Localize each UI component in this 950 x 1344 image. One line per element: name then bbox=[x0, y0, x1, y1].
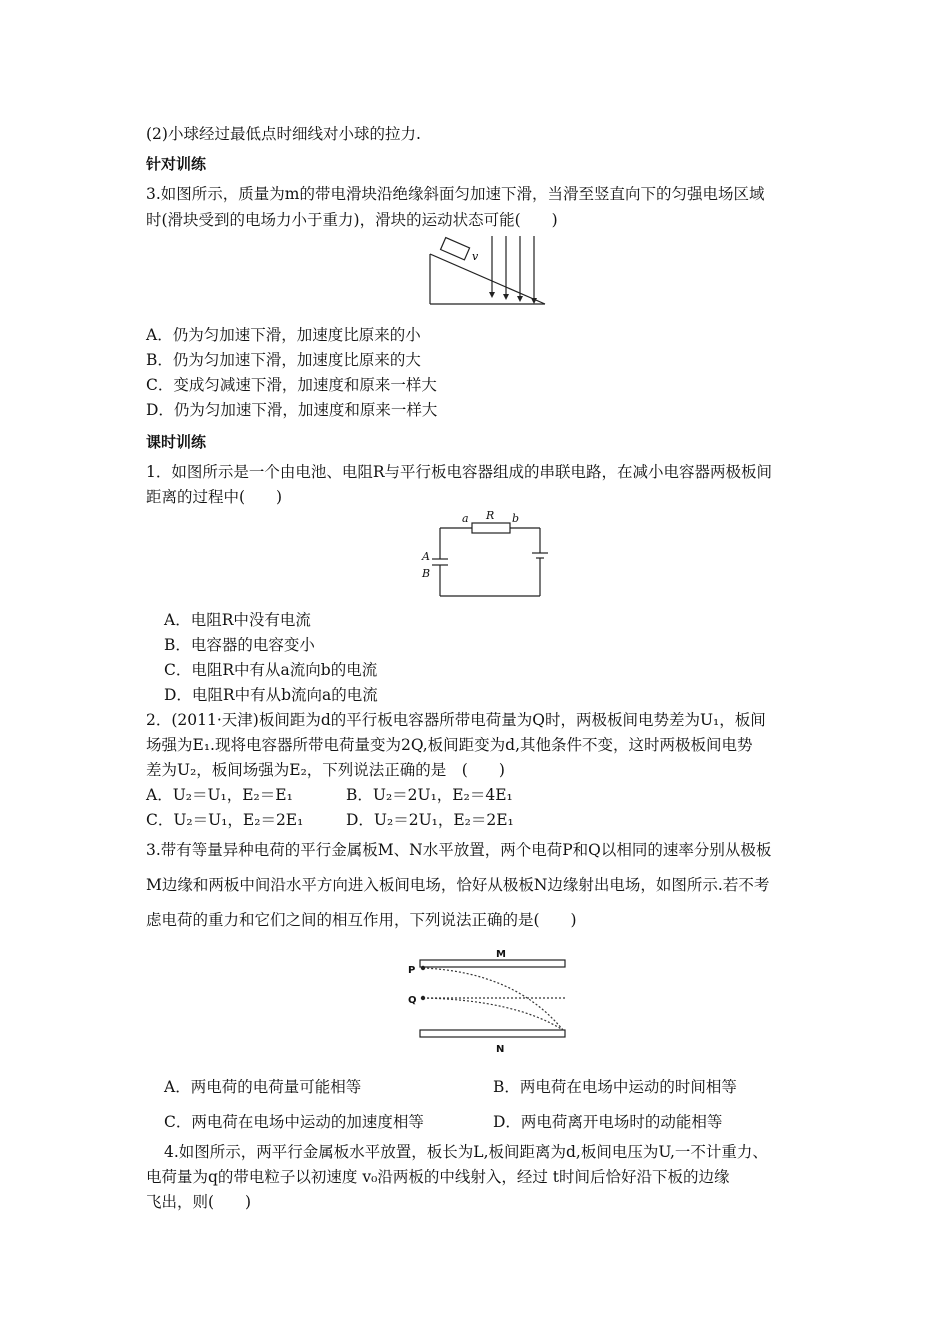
p3-option-a: A．仍为匀加速下滑，加速度比原来的小 bbox=[146, 326, 421, 344]
charge-P bbox=[421, 966, 425, 970]
resistor-R bbox=[472, 523, 510, 533]
q3-stem-line2: M边缘和两板中间沿水平方向进入板间电场，恰好从极板N边缘射出电场，如图所示.若不考 bbox=[146, 876, 770, 894]
label-N: N bbox=[496, 1044, 505, 1055]
q3-option-c: C．两电荷在电场中运动的加速度相等 bbox=[164, 1113, 424, 1131]
q4-stem-line1: 4.如图所示，两平行金属板水平放置，板长为L,板间距离为d,板间电压为U,一不计重力、 bbox=[164, 1143, 768, 1161]
plate-N bbox=[420, 1030, 565, 1037]
q2-stem-line2: 场强为E₁.现将电容器所带电荷量变为2Q,板间距变为d,其他条件不变，这时两极板间电势 bbox=[146, 736, 753, 754]
q2-stem-line1: 2．(2011·天津)板间距为d的平行板电容器所带电荷量为Q时，两极板间电势差为U₁，板间 bbox=[146, 711, 766, 729]
q2-option-b: B．U₂＝2U₁，E₂＝4E₁ bbox=[346, 786, 513, 804]
q3-stem-line3: 虑电荷的重力和它们之间的相互作用，下列说法正确的是( ) bbox=[146, 911, 577, 929]
slider-block bbox=[441, 238, 470, 260]
q1-stem-line1: 1．如图所示是一个由电池、电阻R与平行板电容器组成的串联电路，在减小电容器两极板间 bbox=[146, 463, 773, 481]
incline-field-figure bbox=[425, 236, 550, 308]
incline-slope bbox=[430, 254, 545, 304]
plate-M bbox=[420, 960, 565, 967]
q2-stem-line3: 差为U₂，板间场强为E₂，下列说法正确的是 ( ) bbox=[146, 761, 505, 779]
velocity-label: v bbox=[472, 250, 479, 263]
intro-question-2: (2)小球经过最低点时细线对小球的拉力. bbox=[146, 125, 421, 143]
q1-stem-line2: 距离的过程中( ) bbox=[146, 488, 283, 506]
q4-stem-line3: 飞出，则( ) bbox=[146, 1193, 252, 1211]
charge-Q bbox=[421, 996, 425, 1000]
section-heading-lesson: 课时训练 bbox=[146, 433, 207, 451]
parallel-plates-figure bbox=[405, 946, 575, 1058]
section-heading-practice: 针对训练 bbox=[146, 155, 207, 173]
field-arrow bbox=[531, 298, 537, 304]
p3-stem-line2: 时(滑块受到的电场力小于重力)，滑块的运动状态可能( ) bbox=[146, 211, 558, 229]
label-B: B bbox=[422, 567, 431, 580]
p3-option-b: B．仍为匀加速下滑，加速度比原来的大 bbox=[146, 351, 421, 369]
trajectory-Q bbox=[423, 998, 563, 1030]
p3-stem-line1: 3.如图所示，质量为m的带电滑块沿绝缘斜面匀加速下滑，当滑至竖直向下的匀强电场区域 bbox=[146, 185, 765, 203]
series-circuit-figure bbox=[420, 510, 550, 600]
label-b: b bbox=[512, 512, 520, 525]
q3-stem-line1: 3.带有等量异种电荷的平行金属板M、N水平放置，两个电荷P和Q以相同的速率分别从极板 bbox=[146, 841, 772, 859]
q4-stem-line2: 电荷量为q的带电粒子以初速度 v₀沿两板的中线射入，经过 t时间后恰好沿下板的边缘 bbox=[146, 1168, 730, 1186]
q2-option-a: A．U₂＝U₁，E₂＝E₁ bbox=[146, 786, 293, 804]
field-arrow bbox=[517, 296, 523, 302]
label-Q: Q bbox=[408, 995, 417, 1006]
label-P: P bbox=[408, 965, 416, 976]
q3-option-a: A．两电荷的电荷量可能相等 bbox=[164, 1078, 362, 1096]
label-a: a bbox=[462, 512, 469, 525]
q1-option-a: A．电阻R中没有电流 bbox=[164, 611, 311, 629]
label-A: A bbox=[422, 550, 430, 563]
q3-option-d: D．两电荷离开电场时的动能相等 bbox=[493, 1113, 723, 1131]
p3-option-c: C．变成匀减速下滑，加速度和原来一样大 bbox=[146, 376, 437, 394]
q2-option-c: C．U₂＝U₁，E₂＝2E₁ bbox=[146, 811, 304, 829]
q3-option-b: B．两电荷在电场中运动的时间相等 bbox=[493, 1078, 737, 1096]
label-M: M bbox=[496, 949, 506, 960]
q1-option-b: B．电容器的电容变小 bbox=[164, 636, 315, 654]
label-R: R bbox=[486, 510, 495, 522]
q1-option-d: D．电阻R中有从b流向a的电流 bbox=[164, 686, 378, 704]
q2-option-d: D．U₂＝2U₁，E₂＝2E₁ bbox=[346, 811, 514, 829]
field-arrow bbox=[503, 294, 509, 300]
field-arrow bbox=[489, 292, 495, 298]
p3-option-d: D．仍为匀加速下滑，加速度和原来一样大 bbox=[146, 401, 438, 419]
q1-option-c: C．电阻R中有从a流向b的电流 bbox=[164, 661, 378, 679]
